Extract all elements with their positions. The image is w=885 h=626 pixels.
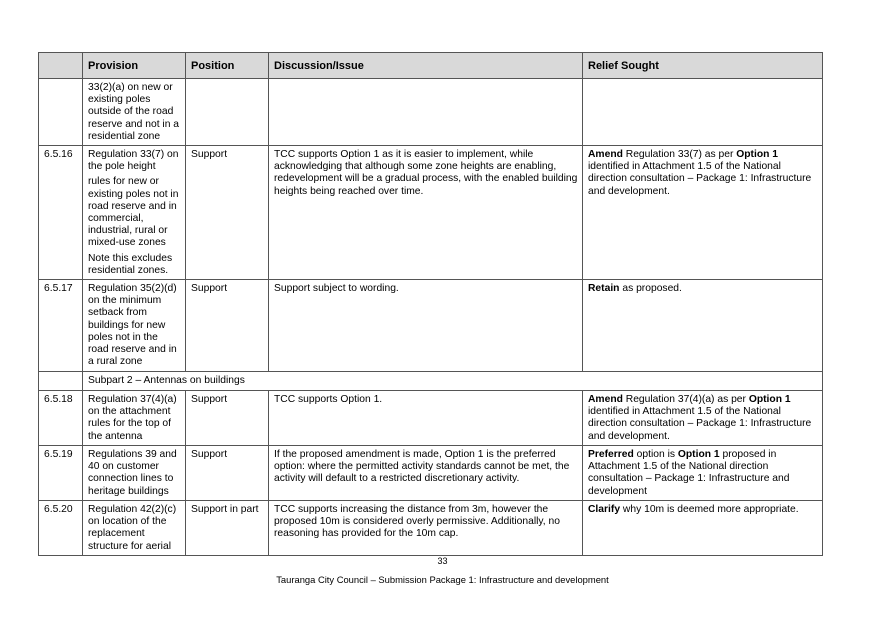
cell-discussion: Support subject to wording. xyxy=(269,280,583,372)
subheading-cell: Subpart 2 – Antennas on buildings xyxy=(83,372,823,391)
cell-number: 6.5.18 xyxy=(39,391,83,446)
cell-provision xyxy=(83,79,186,146)
header-number xyxy=(39,53,83,79)
cell-discussion xyxy=(269,79,583,146)
cell-position xyxy=(186,79,269,146)
relief-emphasis: Option 1 xyxy=(677,449,720,461)
submission-table xyxy=(38,52,823,556)
cell-relief xyxy=(583,391,823,446)
table-header-row xyxy=(39,53,823,79)
cell-relief xyxy=(583,146,823,280)
cell-provision xyxy=(83,501,186,556)
relief-emphasis: Amend xyxy=(588,149,623,161)
table-row xyxy=(39,79,823,146)
cell-provision xyxy=(83,446,186,501)
cell-number: 6.5.17 xyxy=(39,280,83,372)
page-number: 33 xyxy=(437,556,448,566)
cell-relief xyxy=(583,501,823,556)
cell-discussion: TCC supports Option 1. xyxy=(269,391,583,446)
cell-relief xyxy=(583,446,823,501)
cell-provision xyxy=(83,391,186,446)
cell-number: 6.5.16 xyxy=(39,146,83,280)
relief-emphasis: Preferred xyxy=(588,449,634,461)
cell-number xyxy=(39,79,83,146)
cell-position: Support in part xyxy=(186,501,269,556)
relief-emphasis: Retain xyxy=(588,283,620,295)
table-row xyxy=(39,280,823,372)
table-subheading-row xyxy=(39,372,823,391)
header-discussion: Discussion/Issue xyxy=(269,53,583,79)
relief-text: option is xyxy=(633,449,678,461)
page-footer: Tauranga City Council – Submission Package 1: Infrastructure and development xyxy=(276,574,609,585)
cell-position: Support xyxy=(186,146,269,280)
provision-paragraph: rules for new or existing poles not in road reserve and in commercial, industrial, rural or mixed-use zones xyxy=(88,176,179,249)
relief-emphasis: Option 1 xyxy=(736,149,779,161)
relief-text: proposed in Attachment 1.5 of the National direction consultation – Package 1: Infrastructure and development xyxy=(588,449,790,497)
cell-number xyxy=(39,372,83,391)
provision-paragraph: Note this excludes residential zones. xyxy=(88,252,173,276)
relief-text: identified in Attachment 1.5 of the National direction consultation – Package 1: Infrastructure and development. xyxy=(588,161,812,197)
provision-paragraph: 33(2)(a) on new or existing poles outside of the road reserve and not in a residential zone xyxy=(88,82,180,142)
cell-relief xyxy=(583,79,823,146)
relief-emphasis: Option 1 xyxy=(748,394,791,406)
provision-paragraph: Regulation 35(2)(d) on the minimum setback from buildings for new poles not in the road reserve and in a rural zone xyxy=(88,283,177,368)
table-row xyxy=(39,146,823,280)
cell-discussion: TCC supports Option 1 as it is easier to implement, while acknowledging that although some zone heights are enabling, redevelopment will be a gradual process, with the enabled building heights being reached over time. xyxy=(269,146,583,280)
provision-paragraph: Regulation 33(7) on the pole height xyxy=(88,149,179,173)
cell-discussion: If the proposed amendment is made, Option 1 is the preferred option: where the permitted activity standards cannot be met, the activity will default to a restricted discretionary activity. xyxy=(269,446,583,501)
relief-text: Regulation 37(4)(a) as per xyxy=(622,394,749,406)
relief-text: why 10m is deemed more appropriate. xyxy=(620,504,799,516)
cell-position: Support xyxy=(186,391,269,446)
cell-provision xyxy=(83,146,186,280)
table-row xyxy=(39,391,823,446)
cell-provision xyxy=(83,280,186,372)
header-relief: Relief Sought xyxy=(583,53,823,79)
relief-emphasis: Clarify xyxy=(588,504,621,516)
relief-text: Regulation 33(7) as per xyxy=(622,149,737,161)
cell-position: Support xyxy=(186,280,269,372)
cell-position: Support xyxy=(186,446,269,501)
cell-number: 6.5.20 xyxy=(39,501,83,556)
relief-text: identified in Attachment 1.5 of the National direction consultation – Package 1: Infrastructure and development. xyxy=(588,406,812,442)
provision-paragraph: Regulation 37(4)(a) on the attachment rules for the top of the antenna xyxy=(88,394,177,442)
table-row xyxy=(39,501,823,556)
cell-relief xyxy=(583,280,823,372)
cell-number: 6.5.19 xyxy=(39,446,83,501)
provision-paragraph: Regulation 42(2)(c) on location of the replacement structure for aerial xyxy=(88,504,177,552)
table-row xyxy=(39,446,823,501)
header-provision: Provision xyxy=(83,53,186,79)
header-position: Position xyxy=(186,53,269,79)
relief-emphasis: Amend xyxy=(588,394,623,406)
relief-text: as proposed. xyxy=(619,283,682,295)
provision-paragraph: Regulations 39 and 40 on customer connection lines to heritage buildings xyxy=(88,449,177,497)
cell-discussion: TCC supports increasing the distance from 3m, however the proposed 10m is considered overly permissive. Additionally, no reasoning has provided for the 10m cap. xyxy=(269,501,583,556)
